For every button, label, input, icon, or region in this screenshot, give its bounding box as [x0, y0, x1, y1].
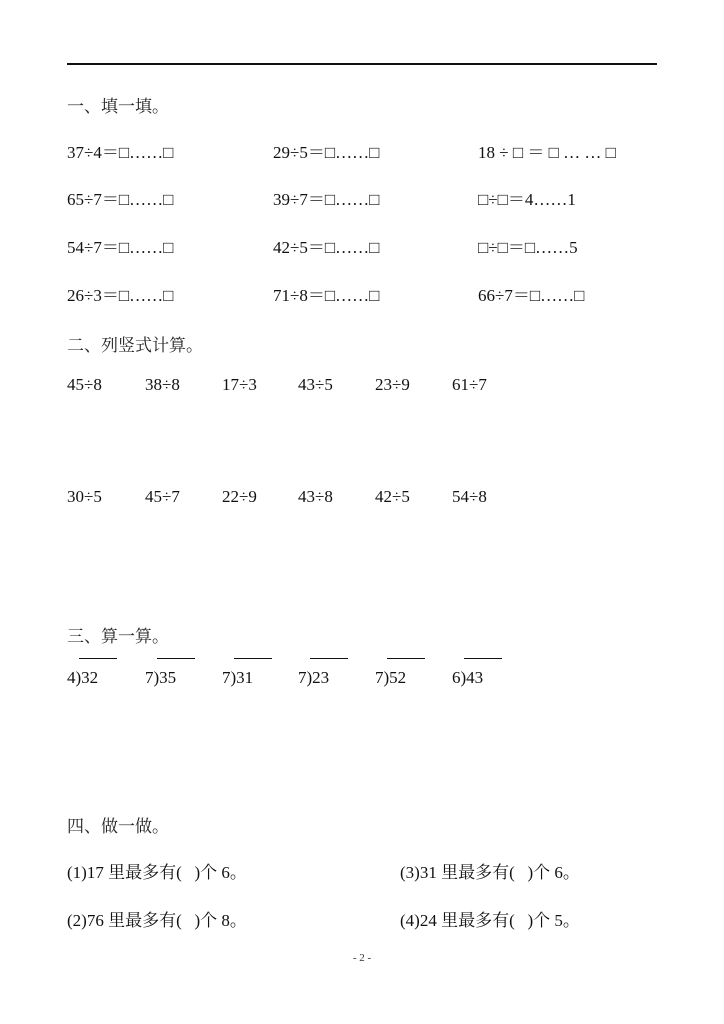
long-division-item: [375, 668, 406, 688]
header-rule: [67, 63, 657, 65]
long-division-label: 7)31: [222, 668, 254, 687]
long-division-item: [452, 668, 483, 688]
word-problem-item: (1)17 里最多有( )个 6。: [67, 863, 247, 882]
long-division-label: 7)23: [298, 668, 330, 687]
fill-blank-item: 66÷7＝□……□: [478, 286, 585, 305]
fill-blank-item: 54÷7＝□……□: [67, 238, 174, 257]
fill-blank-item: 42÷5＝□……□: [273, 238, 380, 257]
section-3-title: 三、算一算。: [67, 627, 169, 646]
page-number: - 2 -: [352, 952, 372, 964]
long-division-item: [145, 668, 176, 688]
word-problem-item: (2)76 里最多有( )个 8。: [67, 911, 247, 930]
long-division-label: 7)52: [375, 668, 407, 687]
fill-blank-item: 39÷7＝□……□: [273, 190, 380, 209]
fill-blank-item: □÷□＝4……1: [478, 190, 576, 209]
vertical-calc-item: 38÷8: [145, 375, 180, 394]
long-division-label: 6)43: [452, 668, 484, 687]
division-bar: [310, 658, 348, 659]
vertical-calc-item: 61÷7: [452, 375, 487, 394]
fill-blank-item: □÷□＝□……5: [478, 238, 578, 257]
vertical-calc-item: 43÷8: [298, 487, 333, 506]
division-bar: [464, 658, 502, 659]
division-bar: [79, 658, 117, 659]
word-problem-item: (4)24 里最多有( )个 5。: [400, 911, 580, 930]
vertical-calc-item: 30÷5: [67, 487, 102, 506]
fill-blank-item: 65÷7＝□……□: [67, 190, 174, 209]
division-bar: [157, 658, 195, 659]
long-division-item: [298, 668, 329, 688]
long-division-item: [222, 668, 253, 688]
long-division-item: [67, 668, 98, 688]
fill-blank-item: 26÷3＝□……□: [67, 286, 174, 305]
section-1-title: 一、填一填。: [67, 97, 169, 116]
vertical-calc-item: 54÷8: [452, 487, 487, 506]
vertical-calc-item: 45÷7: [145, 487, 180, 506]
vertical-calc-item: 22÷9: [222, 487, 257, 506]
vertical-calc-item: 43÷5: [298, 375, 333, 394]
vertical-calc-item: 17÷3: [222, 375, 257, 394]
long-division-label: 4)32: [67, 668, 99, 687]
fill-blank-item: 29÷5＝□……□: [273, 143, 380, 162]
long-division-label: 7)35: [145, 668, 177, 687]
division-bar: [234, 658, 272, 659]
section-4-title: 四、做一做。: [67, 817, 169, 836]
division-bar: [387, 658, 425, 659]
fill-blank-item: 37÷4＝□……□: [67, 143, 174, 162]
vertical-calc-item: 45÷8: [67, 375, 102, 394]
section-2-title: 二、列竖式计算。: [67, 336, 203, 355]
vertical-calc-item: 23÷9: [375, 375, 410, 394]
fill-blank-item: 71÷8＝□……□: [273, 286, 380, 305]
fill-blank-item: 18 ÷ □ ＝ □ … … □: [478, 143, 616, 162]
word-problem-item: (3)31 里最多有( )个 6。: [400, 863, 580, 882]
vertical-calc-item: 42÷5: [375, 487, 410, 506]
